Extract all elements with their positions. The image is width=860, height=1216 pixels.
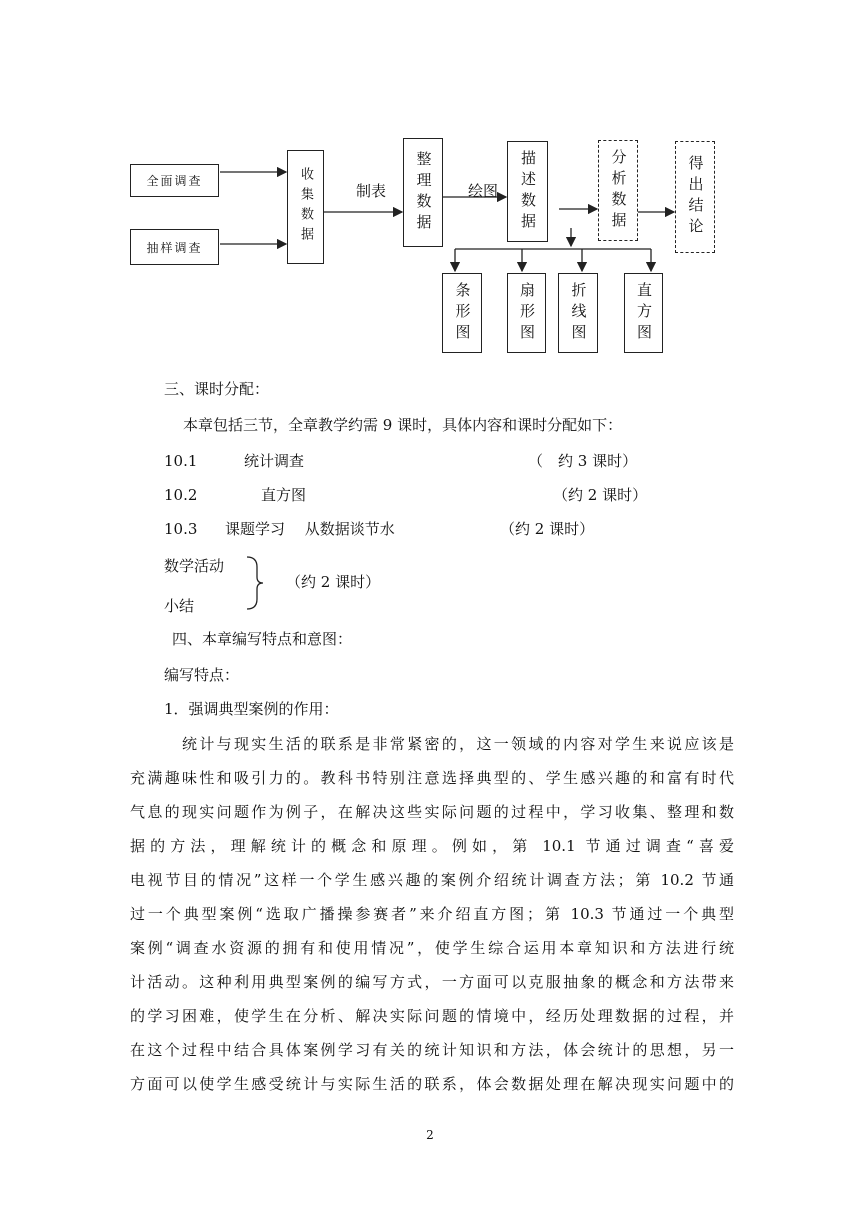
box-draw-conclusion-label: 得出结论 [686,155,705,239]
box-line-chart-label: 折线图 [569,281,588,345]
box-full-survey [130,164,219,197]
label-draw: 绘图 [468,182,499,200]
section4-subheading: 编写特点： [164,666,240,684]
section4-heading: 四、本章编写特点和意图： [172,630,353,648]
box-sample-survey-label: 抽样调查 [146,240,203,255]
paragraph-line: 方面可以使学生感受统计与实际生活的联系，体会数据处理在解决现实问题中的 [130,1075,734,1093]
page-number: 2 [426,1128,434,1142]
paragraph-line: 在这个过程中结合具体案例学习有关的统计知识和方法，体会统计的思想，另一 [130,1041,734,1059]
body-paragraph [130,727,734,1101]
box-pie-chart [507,273,546,353]
schedule-row-2-num: 10.2 [164,486,198,504]
paragraph-line: 统计与现实生活的联系是非常紧密的，这一领域的内容对学生来说应该是 [182,735,734,753]
box-pie-chart-label: 扇形图 [518,281,536,345]
box-collect-data-label: 收集数据 [298,167,313,247]
box-full-survey-label: 全面调查 [146,174,203,188]
paragraph-line: 计活动。这种利用典型案例的编写方式，一方面可以克服抽象的概念和方法带来 [130,973,734,991]
box-draw-conclusion [675,141,715,253]
label-make-table: 制表 [356,182,387,200]
paragraph-line: 案例“调查水资源的拥有和使用情况”，使学生综合运用本章知识和方法进行统 [130,939,734,957]
schedule-row-3-num: 10.3 [164,520,198,538]
paragraph-line: 据的方法，理解统计的概念和原理。例如，第 10.1 节通过调查“喜爱 [130,837,734,855]
paragraph-line: 气息的现实问题作为例子，在解决这些实际问题的过程中，学习收集、整理和数 [130,803,734,821]
paragraph-line: 电视节目的情况”这样一个学生感兴趣的案例介绍统计调查方法；第 10.2 节通 [130,871,734,889]
schedule-row-3-hours: （约 2 课时） [500,520,595,538]
box-analyze-data-label: 分析数据 [609,148,628,233]
schedule-row-2-hours: （约 2 课时） [553,486,648,504]
schedule-row-2-title: 直方图 [261,486,307,504]
box-bar-chart-label: 条形图 [453,281,472,345]
box-sample-survey [130,229,219,265]
summary-label: 小结 [164,597,195,615]
schedule-row-1-hours: （ 约 3 课时） [528,452,638,470]
box-collect-data [287,150,324,264]
section3-heading: 三、课时分配： [164,380,270,398]
box-organize-data-label: 整理数据 [414,150,433,235]
activity-label: 数学活动 [164,557,225,575]
paragraph-line: 充满趣味性和吸引力的。教科书特别注意选择典型的、学生感兴趣的和富有时代 [130,769,734,787]
paragraph-line: 过一个典型案例“选取广播操参赛者”来介绍直方图；第 10.3 节通过一个典型 [130,905,734,923]
box-analyze-data [598,140,638,241]
curly-brace [243,555,267,611]
schedule-row-1-title: 统计调查 [244,452,305,470]
box-line-chart [558,273,598,353]
schedule-row-3-title: 课题学习 从数据谈节水 [225,520,395,538]
box-describe-data [507,141,548,242]
activity-hours: （约 2 课时） [286,573,381,591]
box-bar-chart [442,273,482,353]
box-histogram-label: 直方图 [635,281,653,345]
box-histogram [624,273,663,353]
box-organize-data [403,138,443,247]
section3-intro: 本章包括三节，全章教学约需 9 课时，具体内容和课时分配如下： [183,416,623,434]
point-1-heading: 1．强调典型案例的作用： [164,700,339,718]
paragraph-line: 的学习困难，使学生在分析、解决实际问题的情境中，经历处理数据的过程，并 [130,1007,734,1025]
box-describe-data-label: 描述数据 [519,149,537,234]
schedule-row-1-num: 10.1 [164,452,198,470]
